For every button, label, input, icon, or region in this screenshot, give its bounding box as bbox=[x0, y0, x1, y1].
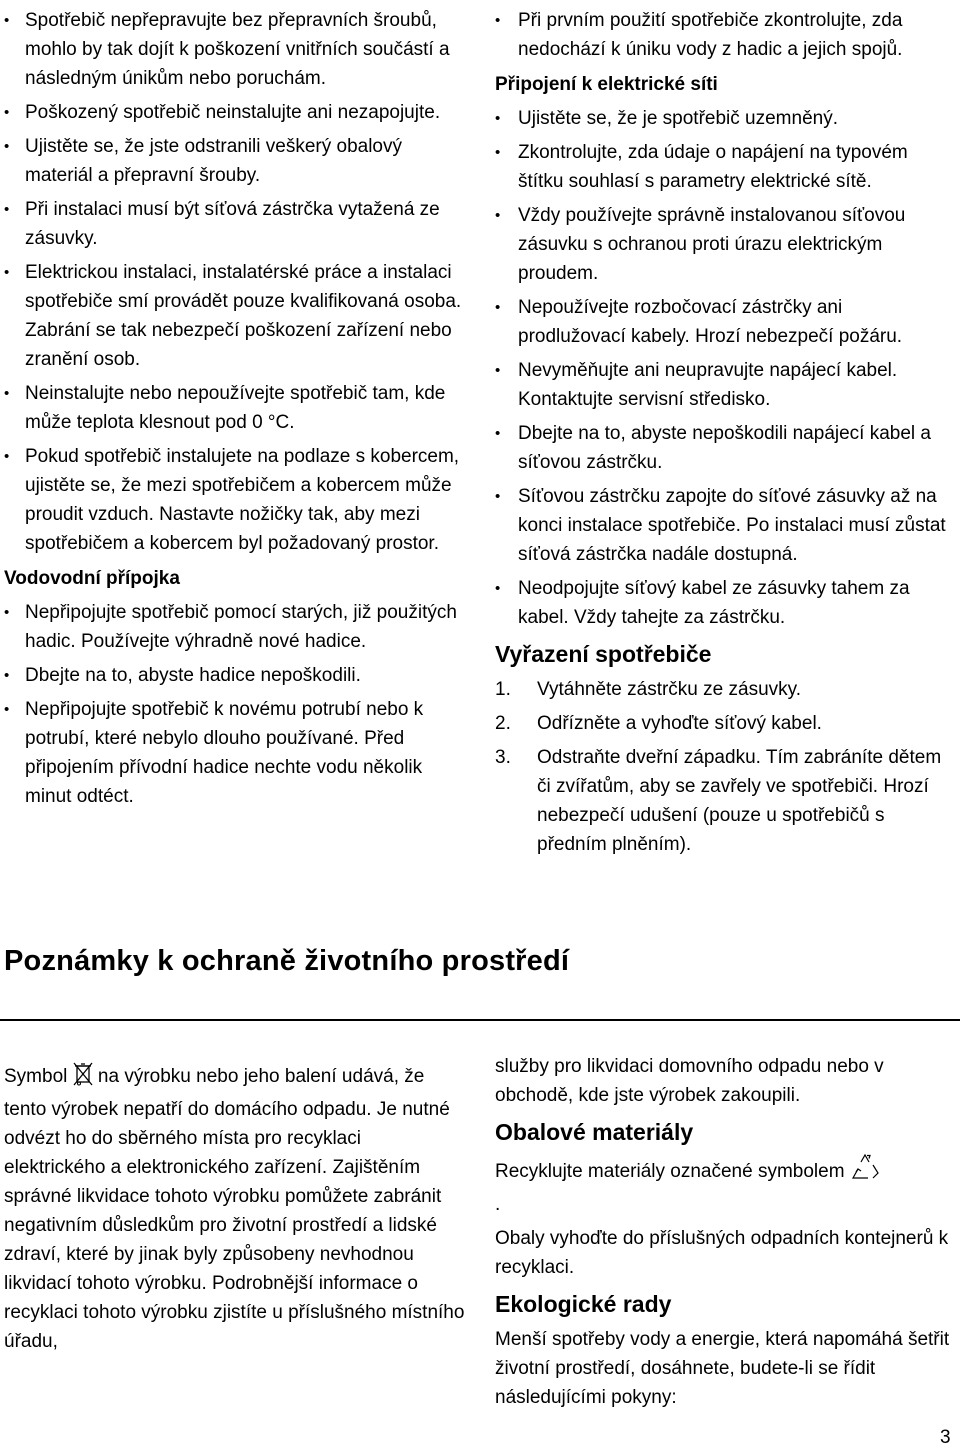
disposal-step bbox=[495, 709, 955, 738]
list-item: • Síťovou zástrčku zapojte do síťové zásuvky až na konci instalace spotřebiče. Po instalaci musí zůstat síťová zástrčka nadále dostupná. bbox=[495, 482, 955, 569]
right-column-bottom bbox=[495, 1052, 955, 1417]
eco-tips-heading: Ekologické rady bbox=[495, 1291, 672, 1317]
electric-connection-heading: Připojení k elektrické síti bbox=[495, 74, 718, 95]
weee-paragraph bbox=[4, 1062, 466, 1356]
page-number: 3 bbox=[940, 1427, 951, 1448]
list-item: • Elektrickou instalaci, instalatérské práce a instalaci spotřebiče smí provádět pouze kvalifikovaná osoba. Zabrání se tak nebezpečí poškození zařízení nebo zranění osob. bbox=[4, 258, 468, 374]
list-item: • Ujistěte se, že je spotřebič uzemněný. bbox=[495, 104, 955, 133]
eco-tips-text: Menší spotřeby vody a energie, která napomáhá šetřit životní prostředí, dosáhnete, budete-li se řídit následujícími pokyny: bbox=[495, 1329, 950, 1408]
environment-section-title: Poznámky k ochraně životního prostředí bbox=[4, 945, 570, 977]
list-item: • Pokud spotřebič instalujete na podlaze s kobercem, ujistěte se, že mezi spotřebičem a kobercem může proudit vzduch. Nastavte nožičky tak, aby mezi spotřebičem a kobercem byl požadovaný prostor. bbox=[4, 442, 468, 558]
list-item: • Ujistěte se, že jste odstranili veškerý obalový materiál a přepravní šrouby. bbox=[4, 132, 468, 190]
water-connection-list bbox=[4, 598, 468, 811]
list-item: • Zkontrolujte, zda údaje o napájení na typovém štítku souhlasí s parametry elektrické sítě. bbox=[495, 138, 955, 196]
step-text: Odstraňte dveřní západku. Tím zabráníte dětem či zvířatům, aby se zavřely ve spotřebiči. Hrozí nebezpečí udušení (pouze u spotřebičů s předním plněním). bbox=[537, 747, 942, 855]
weee-text: na výrobku nebo jeho balení udává, že tento výrobek nepatří do domácího odpadu. Je nutné odvézt ho do sběrného místa pro recyklaci elektrického a elektronického zařízení. Zajištěním správné likvidace tohoto výrobku pomůžete zabránit negativním důsledkům pro životní prostředí a lidské zdraví, které by jinak byly způsobeny nevhodnou likvidací tohoto výrobku. Podrobnější informace o recyklaci tohoto výrobku zjistíte u příslušného místního úřadu, bbox=[4, 1066, 465, 1352]
step-text: Vytáhněte zástrčku ze zásuvky. bbox=[537, 679, 802, 700]
electric-connection-list bbox=[495, 104, 955, 632]
symbol-word: Symbol bbox=[4, 1066, 68, 1087]
water-connection-heading: Vodovodní přípojka bbox=[4, 568, 180, 589]
list-item: • Dbejte na to, abyste hadice nepoškodili. bbox=[4, 661, 468, 690]
list-item: • Poškozený spotřebič neinstalujte ani nezapojujte. bbox=[4, 98, 468, 127]
step-number: 1. bbox=[495, 679, 511, 700]
left-column-bottom bbox=[4, 1062, 466, 1361]
step-number: 2. bbox=[495, 713, 511, 734]
installation-warnings-list bbox=[4, 6, 468, 558]
disposal-steps-list bbox=[495, 675, 955, 859]
disposal-step bbox=[495, 675, 955, 704]
right-column-top bbox=[495, 6, 955, 864]
crossed-out-wheelie-bin-icon bbox=[73, 1062, 93, 1095]
list-item: • Dbejte na to, abyste nepoškodili napájecí kabel a síťovou zástrčku. bbox=[495, 419, 955, 477]
section-divider bbox=[0, 1019, 960, 1021]
list-item: • Neodpojujte síťový kabel ze zásuvky tahem za kabel. Vždy tahejte za zástrčku. bbox=[495, 574, 955, 632]
first-use-list bbox=[495, 6, 955, 64]
list-item: • Nevyměňujte ani neupravujte napájecí kabel. Kontaktujte servisní středisko. bbox=[495, 356, 955, 414]
list-item: • Nepřipojujte spotřebič pomocí starých, již použitých hadic. Používejte výhradně nové hadice. bbox=[4, 598, 468, 656]
list-item: • Nepoužívejte rozbočovací zástrčky ani prodlužovací kabely. Hrozí nebezpečí požáru. bbox=[495, 293, 955, 351]
recycle-dot: . bbox=[495, 1194, 501, 1215]
list-item: • Vždy používejte správně instalovanou síťovou zásuvku s ochranou proti úrazu elektrickým proudem. bbox=[495, 201, 955, 288]
list-item: • Spotřebič nepřepravujte bez přepravních šroubů, mohlo by tak dojít k poškození vnitřních součástí a následným únikům nebo poruchám. bbox=[4, 6, 468, 93]
list-item: • Při prvním použití spotřebiče zkontrolujte, zda nedochází k úniku vody z hadic a jejich spojů. bbox=[495, 6, 955, 64]
list-item: • Nepřipojujte spotřebič k novému potrubí nebo k potrubí, které nebylo dlouho používané. Před připojením přívodní hadice nechte vodu několik minut odtéct. bbox=[4, 695, 468, 811]
recycle-triangle-icon bbox=[850, 1153, 880, 1190]
recycle-text: Recyklujte materiály označené symbolem bbox=[495, 1161, 845, 1182]
step-number: 3. bbox=[495, 747, 511, 768]
disposal-heading: Vyřazení spotřebiče bbox=[495, 641, 712, 667]
weee-continuation: služby pro likvidaci domovního odpadu nebo v obchodě, kde jste výrobek zakoupili. bbox=[495, 1056, 884, 1106]
list-item: • Při instalaci musí být síťová zástrčka vytažená ze zásuvky. bbox=[4, 195, 468, 253]
recycle-paragraph bbox=[495, 1153, 955, 1219]
list-item: • Neinstalujte nebo nepoužívejte spotřebič tam, kde může teplota klesnout pod 0 °C. bbox=[4, 379, 468, 437]
packaging-heading: Obalové materiály bbox=[495, 1119, 694, 1145]
disposal-step bbox=[495, 743, 955, 859]
left-column-top bbox=[4, 6, 468, 816]
step-text: Odřízněte a vyhoďte síťový kabel. bbox=[537, 713, 822, 734]
packaging-text: Obaly vyhoďte do příslušných odpadních kontejnerů k recyklaci. bbox=[495, 1228, 949, 1278]
